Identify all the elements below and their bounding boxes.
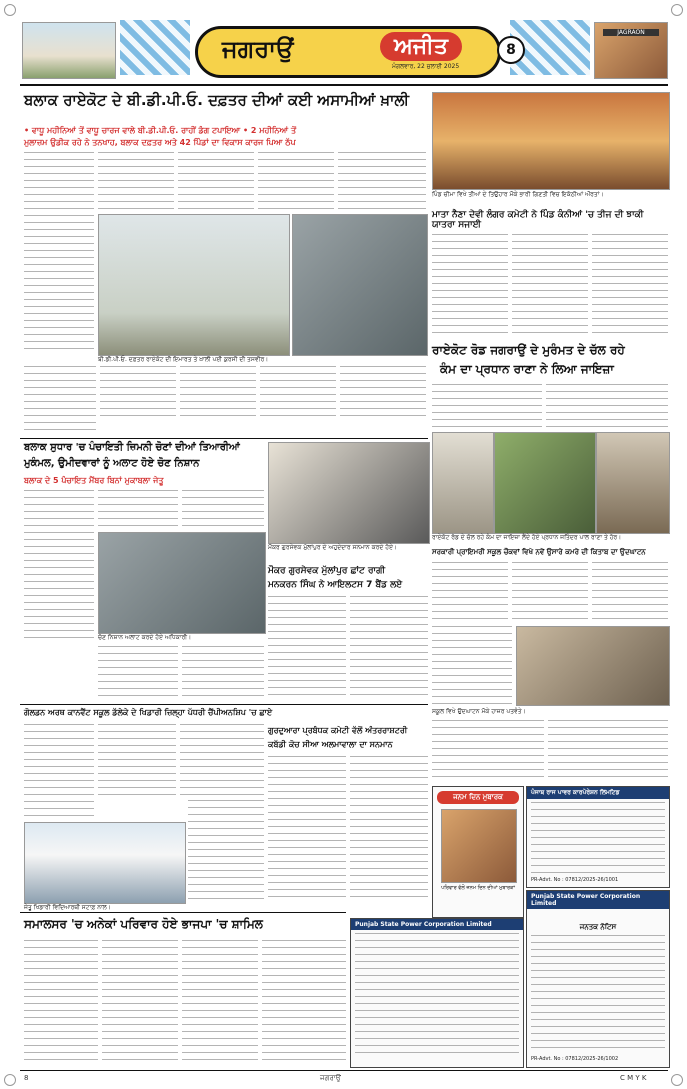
samalsar-column-4: [262, 940, 346, 1066]
lead-column-4: [258, 152, 334, 210]
raikot-photo-mid: [494, 432, 596, 534]
tender-ad-title: ਪੰਜਾਬ ਰਾਜ ਪਾਵਰ ਕਾਰਪੋਰੇਸ਼ਨ ਲਿਮਟਿਡ: [527, 787, 669, 799]
school-column-4: [432, 626, 512, 706]
lead-subheadline-2: ਮੁਲਾਜ਼ਮ ਉਡੀਕ ਰਹੇ ਨੇ ਤਨਖਾਹ, ਬਲਾਕ ਦਫ਼ਤਰ ਅਤੇ 42 ਪਿੰਡਾਂ ਦਾ ਵਿਕਾਸ ਕਾਰਜ ਪਿਆ ਠੱਪ: [24, 138, 296, 147]
school-headline: ਸਰਕਾਰੀ ਪ੍ਰਾਇਮਰੀ ਸਕੂਲ ਚੌਕਵਾਂ ਵਿਖੇ ਨਵੇਂ ਉਸਾਰੇ ਕਮਰੇ ਦੀ ਕਿਤਾਬ ਦਾ ਉਦਘਾਟਨ: [432, 548, 646, 556]
lead-column-10: [340, 366, 426, 420]
masthead-city: ਜਗਰਾਉਂ: [222, 34, 294, 63]
lead-column-5: [338, 152, 426, 210]
tender-ad-body: [531, 802, 665, 874]
sudhar-column-5: [182, 646, 264, 698]
samalsar-column-2: [102, 940, 178, 1066]
birthday-ad: [432, 786, 524, 918]
raikot-headline-2: ਕੰਮ ਦਾ ਪ੍ਰਧਾਨ ਰਾਣਾ ਨੇ ਲਿਆ ਜਾਇਜ਼ਾ: [440, 362, 614, 376]
lead-headline: ਬਲਾਕ ਰਾਏਕੋਟ ਦੇ ਬੀ.ਡੀ.ਪੀ.ਓ. ਦਫ਼ਤਰ ਦੀਆਂ ਕਈ ਅਸਾਮੀਆਂ ਖ਼ਾਲੀ: [24, 91, 410, 109]
school-column-2: [512, 562, 588, 622]
raikot-photo-left: [432, 432, 494, 534]
gurdwara-column-1: [268, 756, 346, 902]
pspcl-ad-right-ref: PR-Advt. No : 07812/2025-26/1002: [531, 1056, 619, 1062]
right-top-headline: ਮਾਤਾ ਨੈਣਾ ਦੇਵੀ ਲੰਗਰ ਕਮੇਟੀ ਨੇ ਪਿੰਡ ਕੰਨੀਆਂ 'ਚ ਤੀਜ ਦੀ ਝਾਕੀ ਯਾਤਰਾ ਸਜਾਈ: [432, 210, 644, 231]
lead-photo-caption: ਬੀ.ਡੀ.ਪੀ.ਓ. ਦਫ਼ਤਰ ਰਾਏਕੋਟ ਦੀ ਇਮਾਰਤ ਤੇ ਖ਼ਾਲੀ ਪਈ ਕੁਰਸੀ ਦੀ ਤਸਵੀਰ।: [98, 356, 269, 363]
sudhar-column-4: [98, 646, 178, 698]
gurdwara-headline-2: ਕਬੱਡੀ ਕੋਚ ਸੀਆ ਅਲਮਾਵਾਲਾ ਦਾ ਸਨਮਾਨ: [268, 740, 393, 749]
sudhar-headline-1: ਬਲਾਕ ਸੁਧਾਰ 'ਚ ਪੰਚਾਇਤੀ ਜ਼ਿਮਨੀ ਚੋਣਾਂ ਦੀਆਂ ਤਿਆਰੀਆਂ: [24, 442, 240, 453]
lead-subheadline-1: • ਵਾਧੂ ਮਹੀਨਿਆਂ ਤੋਂ ਵਾਧੂ ਚਾਰਜ ਵਾਲੇ ਬੀ.ਡੀ.ਪੀ.ਓ. ਰਾਹੀਂ ਡੰਗ ਟਪਾਇਆ • 2 ਮਹੀਨਿਆਂ ਤੋਂ: [24, 126, 297, 135]
gursewak-caption: ਮੌਕਰ ਗੁਰਸੇਵਕ ਮੁੱਲਾਂਪੁਰ ਦੇ ਅਹੁਦੇਦਾਰ ਸਨਮਾਨ ਕਰਦੇ ਹੋਏ।: [268, 544, 398, 551]
registration-mark-top-left: [4, 4, 16, 16]
masthead-left-photo: [22, 22, 116, 79]
samalsar-column-3: [182, 940, 258, 1066]
pspcl-ad-right: [526, 890, 670, 1068]
birthday-photo: [441, 809, 517, 883]
masthead-right-photo: [594, 22, 668, 79]
registration-mark-bottom-right: [671, 1074, 683, 1086]
lead-column-8: [180, 366, 256, 420]
school-photo: [516, 626, 670, 706]
sudhar-column-1: [24, 490, 94, 640]
pspcl-ad-right-body: [531, 935, 665, 1053]
lead-column-3: [178, 152, 254, 210]
gurdwara-column-2: [350, 756, 428, 902]
divider-2: [20, 704, 428, 705]
gursewak-headline-1: ਮੌਕਰ ਗੁਰਸੇਵਕ ਮੁੱਲਾਂਪੁਰ ਛਾਂਟ ਰਾਗੀ: [268, 566, 386, 576]
raikot-column-2: [546, 384, 668, 430]
gursewak-photo: [268, 442, 430, 544]
divider-1: [20, 438, 428, 439]
golden-caption: ਜੇਤੂ ਖਿਡਾਰੀ ਵਿਦਿਆਰਥੀ ਸਟਾਫ਼ ਨਾਲ।: [24, 904, 111, 911]
lead-column-2: [98, 152, 174, 210]
lead-photo-office: [292, 214, 428, 356]
masthead-date: ਮੰਗਲਵਾਰ, 22 ਜੁਲਾਈ 2025: [392, 63, 460, 70]
sudhar-column-3: [182, 490, 264, 530]
sudhar-subheadline: ਬਲਾਕ ਦੇ 5 ਪੰਚਾਇਤ ਮੈਂਬਰ ਬਿਨਾਂ ਮੁਕਾਬਲਾ ਜੇਤੂ: [24, 476, 164, 485]
gurdwara-headline-1: ਗੁਰਦੁਆਰਾ ਪ੍ਰਬੰਧਕ ਕਮੇਟੀ ਵੱਲੋਂ ਅੰਤਰਰਾਸ਼ਟਰੀ: [268, 726, 408, 735]
pspcl-ad-center-body: [355, 933, 519, 1057]
sudhar-caption: ਚੋਣ ਨਿਸ਼ਾਨ ਅਲਾਟ ਕਰਦੇ ਹੋਏ ਅਧਿਕਾਰੀ।: [98, 634, 192, 641]
lead-photo-building: [98, 214, 290, 356]
right-top-caption: ਪਿੰਡ ਚੀਮਾ ਵਿਖੇ ਤੀਆਂ ਦੇ ਤਿਉਹਾਰ ਮੌਕੇ ਭਾਰੀ ਗਿਣਤੀ ਵਿਚ ਇਕੱਠੀਆਂ ਔਰਤਾਂ।: [432, 191, 604, 198]
masthead-rule: [20, 84, 668, 86]
footer-center: ਜਗਰਾਉਂ: [320, 1074, 341, 1082]
samalsar-column-1: [24, 940, 98, 1066]
registration-mark-bottom-left: [4, 1074, 16, 1086]
lead-column-6: [24, 366, 96, 434]
golden-column-2: [98, 724, 176, 796]
lead-column-9: [260, 366, 336, 420]
right-top-photo: [432, 92, 670, 190]
raikot-headline-1: ਰਾਏਕੋਟ ਰੋਡ ਜਗਰਾਉਂ ਦੇ ਮੁਰੰਮਤ ਦੇ ਚੱਲ ਰਹੇ: [432, 343, 625, 357]
school-column-5: [432, 720, 544, 780]
right-top-column-2: [512, 234, 588, 336]
raikot-photo-right: [596, 432, 670, 534]
masthead-right-photo-label: JAGRAON: [603, 29, 659, 36]
birthday-title: ਜਨਮ ਦਿਨ ਮੁਬਾਰਕ: [437, 791, 519, 804]
right-top-column-3: [592, 234, 668, 336]
sudhar-photo: [98, 532, 266, 634]
raikot-photo-caption: ਰਾਏਕੋਟ ਰੋਡ ਦੇ ਚੱਲ ਰਹੇ ਕੰਮ ਦਾ ਜਾਇਜ਼ਾ ਲੈਂਦੇ ਹੋਏ ਪ੍ਰਧਾਨ ਜਤਿੰਦਰ ਪਾਲ ਰਾਣਾ ਤੇ ਹੋਰ।: [432, 534, 622, 541]
golden-column-1: [24, 724, 94, 820]
masthead-paper-name: ਅਜੀਤ: [380, 32, 462, 61]
school-column-6: [548, 720, 668, 780]
sudhar-headline-2: ਮੁਕੰਮਲ, ਉਮੀਦਵਾਰਾਂ ਨੂੰ ਅਲਾਟ ਹੋਏ ਚੋਣ ਨਿਸ਼ਾਨ: [24, 458, 200, 469]
masthead-left-pattern: [120, 20, 190, 75]
school-caption: ਸਕੂਲ ਵਿਖੇ ਉਦਘਾਟਨ ਮੌਕੇ ਹਾਜ਼ਰ ਪਤਵੰਤੇ।: [432, 708, 526, 715]
sudhar-column-2: [98, 490, 178, 530]
tender-ad-ref: PR-Advt. No : 07812/2025-26/1001: [531, 877, 619, 883]
golden-column-4: [188, 800, 264, 900]
samalsar-headline: ਸਮਾਲਸਰ 'ਚ ਅਨੇਕਾਂ ਪਰਿਵਾਰ ਹੋਏ ਭਾਜਪਾ 'ਚ ਸ਼ਾਮਿਲ: [24, 917, 263, 931]
birthday-caption: ਪਰਿਵਾਰ ਵੱਲੋਂ ਜਨਮ ਦਿਨ ਦੀਆਂ ਮੁਬਾਰਕਾਂ: [441, 885, 515, 891]
gursewak-column-1: [268, 596, 346, 698]
footer-right: C M Y K: [620, 1074, 647, 1082]
gursewak-headline-2: ਮਨਕਰਨ ਸਿੰਘ ਨੇ ਆਇਲਟਸ 7 ਬੈਂਡ ਲਏ: [268, 580, 403, 590]
lead-column-1: [24, 152, 94, 350]
lead-column-7: [100, 366, 176, 420]
school-column-1: [432, 562, 508, 622]
right-top-column-1: [432, 234, 508, 336]
registration-mark-top-right: [671, 4, 683, 16]
pspcl-ad-right-title: Punjab State Power Corporation Limited: [527, 891, 669, 909]
school-column-3: [592, 562, 668, 622]
golden-photo: [24, 822, 186, 904]
pspcl-ad-right-sub: ਜਨਤਕ ਨੋਟਿਸ: [579, 923, 617, 931]
divider-3: [20, 912, 346, 913]
gursewak-column-2: [350, 596, 428, 698]
pspcl-ad-center-title: Punjab State Power Corporation Limited: [351, 919, 523, 930]
page-number: 8: [497, 36, 525, 64]
pspcl-ad-center: [350, 918, 524, 1068]
raikot-column-1: [432, 384, 542, 430]
footer-left: 8: [24, 1074, 29, 1082]
footer-rule: [20, 1070, 668, 1071]
golden-column-3: [180, 724, 264, 796]
golden-headline: ਗੋਲਡਨ ਅਰਥ ਕਾਨਵੈਂਟ ਸਕੂਲ ਡੱਲੇਕੇ ਦੇ ਖਿਡਾਰੀ ਜ਼ਿਲ੍ਹਾ ਪੱਧਰੀ ਚੈਂਪੀਅਨਸ਼ਿਪ 'ਚ ਛਾਏ: [24, 708, 273, 717]
tender-ad: [526, 786, 670, 888]
